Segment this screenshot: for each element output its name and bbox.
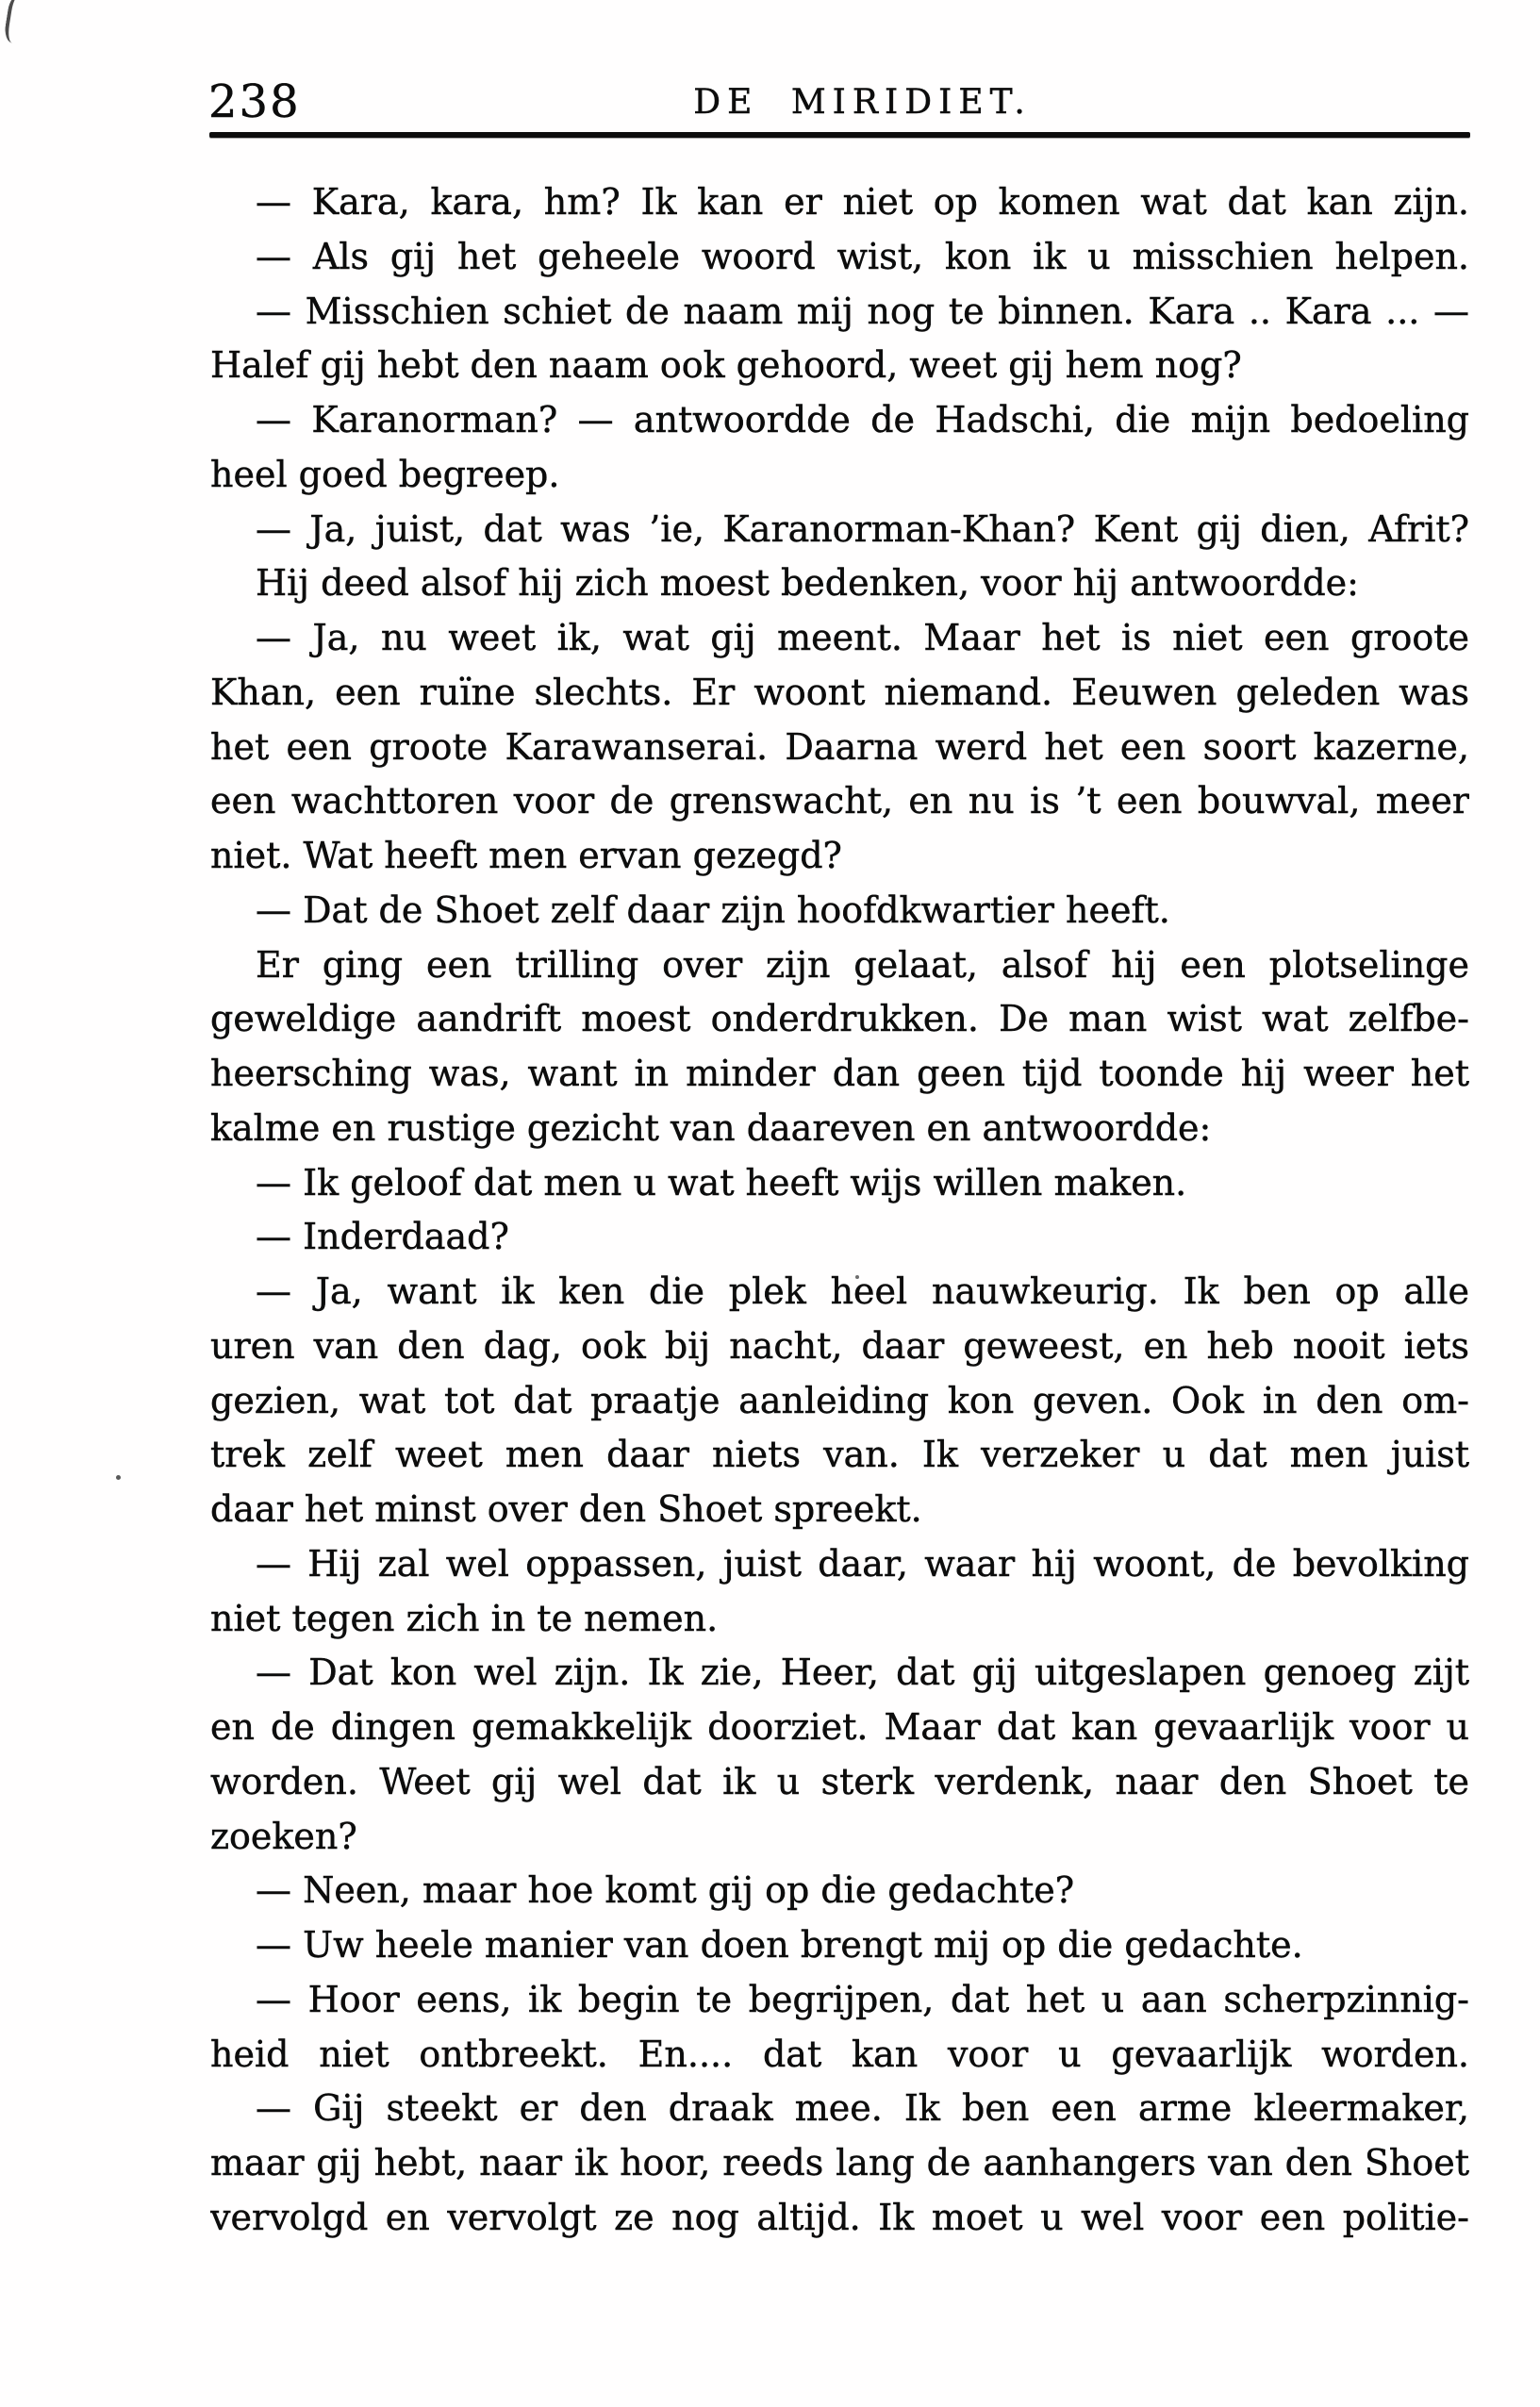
scan-corner-artifact: [3, 0, 29, 44]
scan-speck: [116, 1475, 121, 1480]
text-line: Hij deed alsof hij zich moest bedenken, voor hij antwoordde:: [256, 562, 1359, 605]
text-line: heid niet ontbreekt. En.... dat kan voor u gevaarlijk worden.: [210, 2033, 1469, 2075]
text-line: zoeken?: [210, 1815, 357, 1857]
text-line: — Karanorman? — antwoordde de Hadschi, die mijn bedoeling: [256, 399, 1469, 440]
text-line: een wachttoren voor de grenswacht, en nu is ’t een bouwval, meer: [210, 780, 1469, 822]
text-line: Halef gij hebt den naam ook gehoord, weet gij hem nog?: [210, 344, 1242, 387]
text-line: daar het minst over den Shoet spreekt.: [210, 1488, 922, 1530]
text-line: Khan, een ruïne slechts. Er woont niemand. Eeuwen geleden was: [210, 671, 1469, 713]
text-line: — Gij steekt er den draak mee. Ik ben een arme kleermaker,: [256, 2087, 1469, 2130]
header-rule: [209, 132, 1470, 138]
text-line: — Neen, maar hoe komt gij op die gedachte?: [256, 1869, 1075, 1912]
text-line: gezien, wat tot dat praatje aanleiding kon geven. Ook in den om-: [210, 1379, 1469, 1421]
text-line: — Kara, kara, hm? Ik kan er niet op komen wat dat kan zijn.: [256, 181, 1469, 223]
text-line: niet. Wat heeft men ervan gezegd?: [210, 835, 842, 876]
text-line: en de dingen gemakkelijk doorziet. Maar dat kan gevaarlijk voor u: [210, 1706, 1469, 1748]
text-line: maar gij hebt, naar ik hoor, reeds lang de aanhangers van den Shoet: [210, 2142, 1469, 2183]
text-line: — Hoor eens, ik begin te begrijpen, dat het u aan scherpzinnig-: [256, 1978, 1469, 2020]
text-line: heel goed begreep.: [210, 453, 560, 495]
text-line: — Dat de Shoet zelf daar zijn hoofdkwartier heeft.: [256, 888, 1170, 931]
text-line: — Als gij het geheele woord wist, kon ik u misschien helpen.: [256, 235, 1469, 277]
text-line: — Dat kon wel zijn. Ik zie, Heer, dat gij uitgeslapen genoeg zijt: [256, 1652, 1469, 1694]
text-line: — Inderdaad?: [256, 1216, 509, 1258]
text-line: Er ging een trilling over zijn gelaat, alsof hij een plotselinge: [256, 943, 1469, 986]
text-line: — Ja, want ik ken die plek heel nauwkeurig. Ik ben op alle: [256, 1270, 1469, 1312]
text-line: uren van den dag, ook bij nacht, daar geweest, en heb nooit iets: [210, 1324, 1469, 1367]
text-block: [210, 175, 1469, 2246]
text-line: — Ja, juist, dat was ’ie, Karanorman-Khan? Kent gij dien, Afrit?: [256, 507, 1469, 550]
text-line: — Misschien schiet de naam mij nog te binnen. Kara .. Kara ... —: [256, 290, 1469, 332]
text-line: vervolgd en vervolgt ze nog altijd. Ik moet u wel voor een politie-: [210, 2196, 1469, 2238]
page-number: 238: [208, 75, 301, 128]
text-line: — Ja, nu weet ik, wat gij meent. Maar het is niet een groote: [256, 617, 1469, 658]
text-line: kalme en rustige gezicht van daareven en antwoordde:: [210, 1106, 1212, 1149]
text-line: — Uw heele manier van doen brengt mij op die gedachte.: [256, 1924, 1303, 1966]
text-line: worden. Weet gij wel dat ik u sterk verdenk, naar den Shoet te: [210, 1760, 1469, 1802]
text-line: trek zelf weet men daar niets van. Ik verzeker u dat men juist: [210, 1434, 1469, 1476]
text-line: geweldige aandrift moest onderdrukken. De man wist wat zelfbe-: [210, 998, 1469, 1040]
running-title: DE MIRIDIET.: [693, 83, 1032, 122]
text-line: — Hij zal wel oppassen, juist daar, waar hij woont, de bevolking: [256, 1542, 1469, 1585]
text-line: heersching was, want in minder dan geen tijd toonde hij weer het: [210, 1053, 1469, 1094]
text-line: — Ik geloof dat men u wat heeft wijs willen maken.: [256, 1161, 1187, 1204]
text-line: niet tegen zich in te nemen.: [210, 1597, 719, 1639]
text-line: het een groote Karawanserai. Daarna werd het een soort kazerne,: [210, 725, 1469, 768]
